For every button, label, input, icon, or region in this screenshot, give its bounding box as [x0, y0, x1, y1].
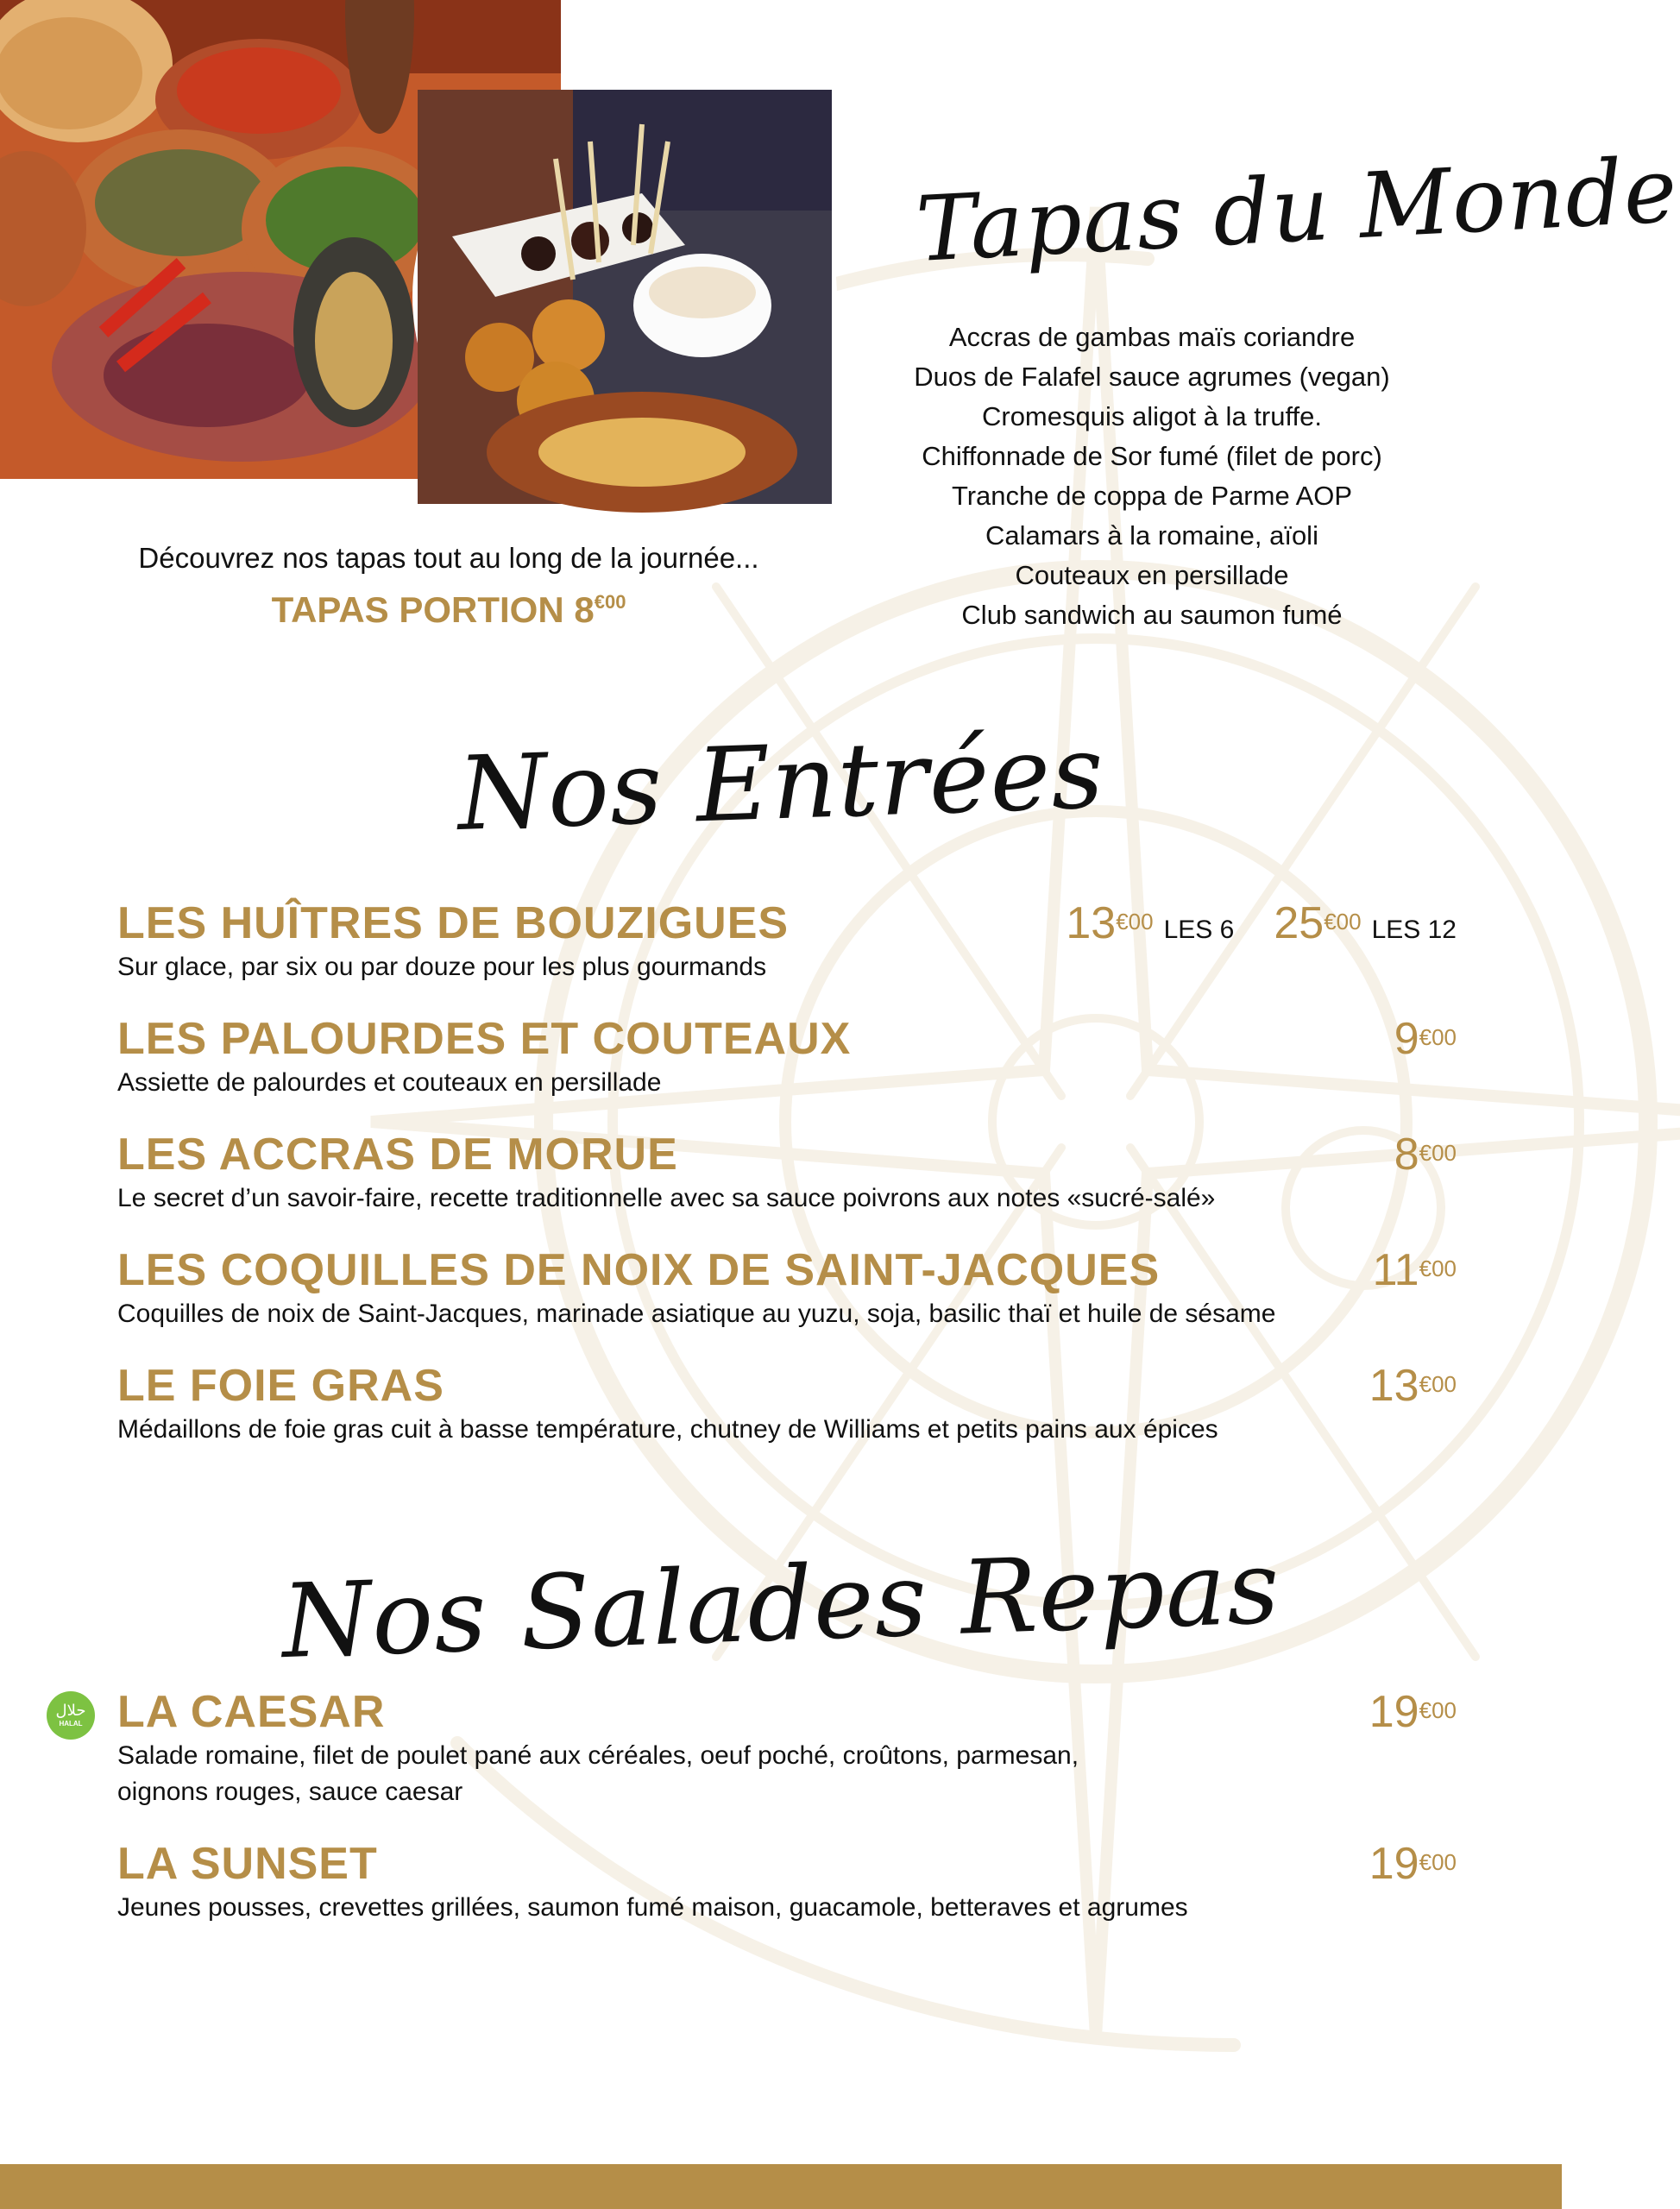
item-price — [1369, 1360, 1457, 1412]
halal-arabic: حلال — [55, 1702, 86, 1720]
menu-item-accras — [117, 1129, 1457, 1217]
menu-item-sunset — [117, 1838, 1457, 1926]
tapas-portion-cents: €00 — [594, 591, 626, 613]
item-description-line: Salade romaine, filet de poulet pané aux céréales, oeuf poché, croûtons, parmesan, — [117, 1741, 1079, 1770]
price-value: 9 — [1394, 1014, 1419, 1064]
tapas-item: Accras de gambas maïs coriandre — [948, 322, 1356, 352]
item-price — [1369, 1838, 1457, 1890]
price-cents: €00 — [1324, 909, 1362, 935]
item-price — [1373, 1244, 1457, 1296]
item-description: Médaillons de foie gras cuit à basse température, chutney de Williams et petits pains aux épices — [117, 1415, 1218, 1444]
price-cents: €00 — [1116, 909, 1154, 935]
menu-item-saint-jacques — [117, 1244, 1457, 1332]
price-unit: LES 12 — [1371, 916, 1457, 944]
tapas-portion-label: TAPAS PORTION 8 — [271, 589, 595, 630]
tapas-item: Duos de Falafel sauce agrumes (vegan) — [914, 362, 1390, 392]
menu-item-palourdes — [117, 1013, 1457, 1101]
tapas-item: Calamars à la romaine, aïoli — [985, 520, 1318, 551]
item-name: LA SUNSET — [117, 1839, 378, 1889]
tapas-list — [871, 318, 1432, 635]
item-name: LES HUÎTRES DE BOUZIGUES — [117, 898, 790, 948]
price-cents: €00 — [1419, 1697, 1457, 1723]
price-value: 8 — [1394, 1130, 1419, 1180]
item-description: Jeunes pousses, crevettes grillées, saumon fumé maison, guacamole, betteraves et agrumes — [117, 1893, 1188, 1922]
tapas-item: Chiffonnade de Sor fumé (filet de porc) — [922, 441, 1382, 471]
item-name: LES PALOURDES ET COUTEAUX — [117, 1014, 852, 1064]
menu-item-foie-gras — [117, 1360, 1457, 1448]
item-name: LES ACCRAS DE MORUE — [117, 1130, 678, 1180]
entrees-title: Nos Entrées — [456, 711, 1106, 854]
halal-label: HALAL — [59, 1720, 83, 1728]
item-description-line: oignons rouges, sauce caesar — [117, 1778, 463, 1806]
price-value: 25 — [1274, 898, 1324, 948]
tapas-photo-croquettes — [412, 85, 837, 509]
item-description: Sur glace, par six ou par douze pour les plus gourmands — [117, 953, 767, 981]
price-cents: €00 — [1419, 1256, 1457, 1281]
tapas-item: Cromesquis aligot à la truffe. — [981, 401, 1322, 431]
price-value: 19 — [1369, 1839, 1419, 1889]
tapas-title: Tapas du Monde — [913, 136, 1680, 282]
price-cents: €00 — [1419, 1371, 1457, 1397]
price-value: 11 — [1372, 1245, 1419, 1295]
item-price — [1369, 1686, 1457, 1738]
menu-item-huitres — [117, 897, 1457, 985]
halal-icon — [47, 1691, 95, 1740]
menu-item-caesar — [117, 1686, 1457, 1810]
item-price — [1394, 1129, 1457, 1180]
item-name: LES COQUILLES DE NOIX DE SAINT-JACQUES — [117, 1245, 1161, 1295]
price-value: 13 — [1369, 1361, 1419, 1411]
price-value: 19 — [1369, 1687, 1419, 1737]
price-value: 13 — [1066, 898, 1117, 948]
footer-band — [0, 2164, 1562, 2209]
price-unit: LES 6 — [1163, 916, 1235, 944]
price-cents: €00 — [1419, 1140, 1457, 1166]
item-name: LA CAESAR — [117, 1687, 386, 1737]
item-description: Le secret d’un savoir-faire, recette traditionnelle avec sa sauce poivrons aux notes «sucré-salé» — [117, 1184, 1216, 1212]
tapas-discover-text: Découvrez nos tapas tout au long de la journée... — [138, 542, 759, 574]
item-description: Assiette de palourdes et couteaux en persillade — [117, 1068, 662, 1097]
salades-title: Nos Salades Repas — [280, 1526, 1282, 1682]
item-price — [1066, 897, 1457, 956]
tapas-item: Couteaux en persillade — [1015, 560, 1289, 590]
price-cents: €00 — [1419, 1024, 1457, 1050]
item-name: LE FOIE GRAS — [117, 1361, 444, 1411]
item-price — [1394, 1013, 1457, 1065]
tapas-item: Club sandwich au saumon fumé — [961, 600, 1343, 630]
item-description: Coquilles de noix de Saint-Jacques, marinade asiatique au yuzu, soja, basilic thaï et huile de sésame — [117, 1300, 1276, 1328]
price-cents: €00 — [1419, 1849, 1457, 1875]
tapas-portion-price — [95, 589, 802, 631]
tapas-item: Tranche de coppa de Parme AOP — [951, 481, 1353, 511]
